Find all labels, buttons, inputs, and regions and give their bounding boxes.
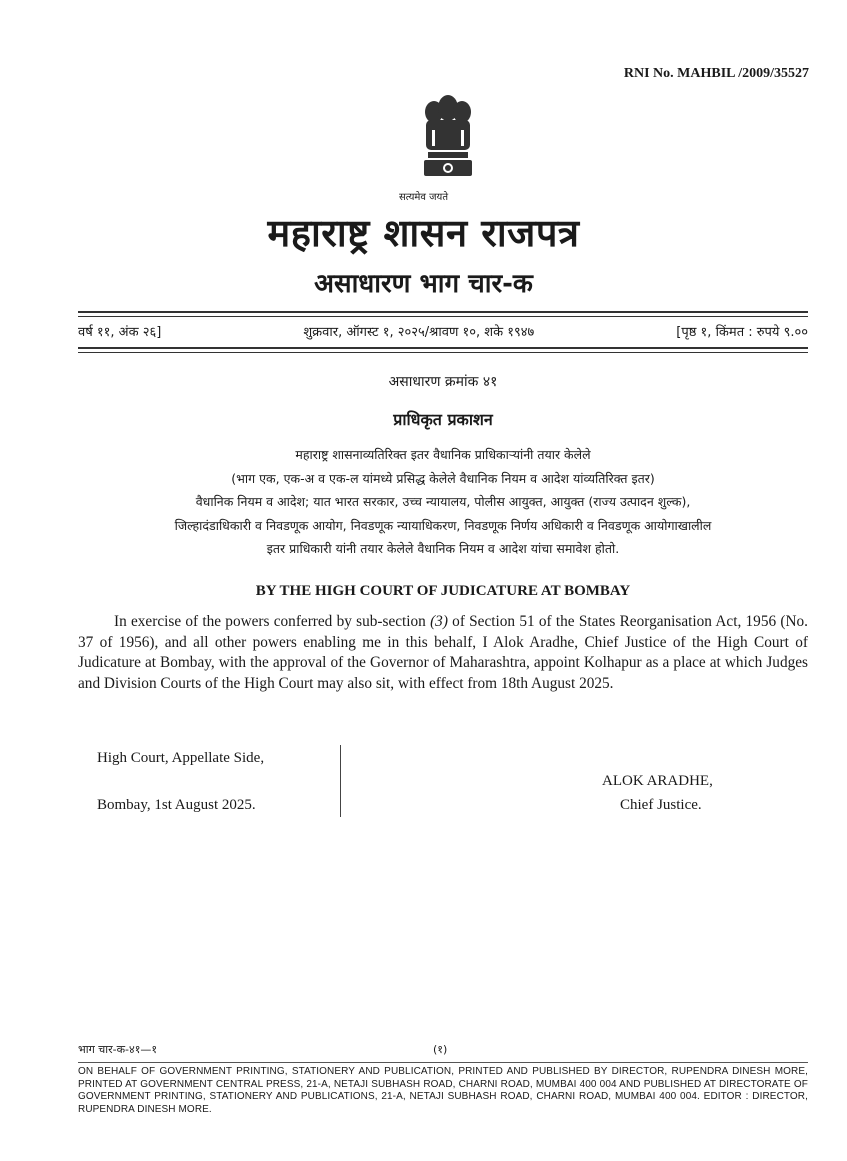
page-price: [पृष्ठ १, किंमत : रुपये ९.०० bbox=[676, 325, 808, 340]
signatory-name: ALOK ARADHE, bbox=[602, 773, 713, 789]
description-block bbox=[60, 443, 826, 561]
body-text: of Section 51 of the States Reorganisation Act, 1956 (No. 37 of 1956), and all other powers enabling me in this behalf, I Alok Aradhe, Chief Justice of the High Court of Judicature at Bombay, with the approval of the Governor of Maharashtra, appoint Kolhapur as a place at which Judges and Division Courts of the High Court may also sit, with effect from 18th August 2025. bbox=[78, 613, 808, 692]
body-italic: (3) bbox=[430, 613, 448, 630]
issue-line bbox=[78, 322, 808, 340]
description-line: (भाग एक, एक-अ व एक-ल यांमध्ये प्रसिद्ध केलेले वैधानिक नियम व आदेश यांव्यतिरिक्त इतर) bbox=[231, 470, 655, 486]
gazette-title: महाराष्ट्र शासन राजपत्र bbox=[267, 211, 580, 255]
signatory-designation: Chief Justice. bbox=[620, 797, 702, 813]
body-text: In exercise of the powers conferred by sub-section bbox=[114, 613, 431, 630]
place: High Court, Appellate Side, bbox=[97, 750, 265, 766]
description-line: जिल्हादंडाधिकारी व निवडणूक आयोग, निवडणूक न्यायाधिकरण, निवडणूक निर्णय अधिकारी व निवडणूक आयोगाखालील bbox=[174, 517, 712, 533]
volume-number: वर्ष ११, अंक २६] bbox=[78, 325, 162, 340]
part-reference: भाग चार-क-४१—१ bbox=[78, 1043, 158, 1056]
gazette-subtitle: असाधारण भाग चार-क bbox=[314, 269, 533, 299]
signature-divider bbox=[340, 745, 341, 817]
footer-line bbox=[78, 1042, 808, 1057]
description-line: महाराष्ट्र शासनाव्यतिरिक्त इतर वैधानिक प्राधिकाऱ्यांनी तयार केलेले bbox=[295, 447, 591, 462]
notification-heading: BY THE HIGH COURT OF JUDICATURE AT BOMBAY bbox=[255, 583, 631, 599]
header-rule-top bbox=[78, 311, 808, 317]
national-emblem-icon bbox=[412, 94, 484, 192]
page-number: (१) bbox=[433, 1043, 448, 1056]
issue-date: शुक्रवार, ऑगस्ट १, २०२५/श्रावण १०, शके १९४७ bbox=[303, 325, 535, 340]
extraordinary-number: असाधारण क्रमांक ४१ bbox=[388, 374, 498, 390]
footer-rule bbox=[78, 1062, 808, 1063]
issue-place-date: Bombay, 1st August 2025. bbox=[97, 797, 256, 813]
notification-body bbox=[78, 612, 808, 694]
header-rule-bottom bbox=[78, 347, 808, 353]
emblem-motto: सत्यमेव जयते bbox=[398, 192, 449, 203]
description-line: इतर प्राधिकारी यांनी तयार केलेले वैधानिक नियम व आदेश यांचा समावेश होतो. bbox=[266, 541, 620, 556]
authorised-publication: प्राधिकृत प्रकाशन bbox=[393, 410, 493, 429]
imprint: ON BEHALF OF GOVERNMENT PRINTING, STATIONERY AND PUBLICATION, PRINTED AND PUBLISHED BY DIRECTOR, RUPENDRA DINESH MORE, PRINTED AT GOVERNMENT CENTRAL PRESS, 21-A, NETAJI SUBHASH ROAD, CHARNI ROAD, MUMBAI 400 004 AND PUBLISHED AT DIRECTORATE OF GOVERNMENT PRINTING, STATIONERY AND PUBLICATIONS, 21-A, NETAJI SUBHASH ROAD, CHARNI ROAD, MUMBAI 400 004. EDITOR : DIRECTOR, RUPENDRA DINESH MORE. bbox=[78, 1066, 808, 1115]
rni-number: RNI No. MAHBIL /2009/35527 bbox=[623, 66, 809, 81]
description-line: वैधानिक नियम व आदेश; यात भारत सरकार, उच्च न्यायालय, पोलीस आयुक्त, आयुक्त (राज्य उत्पादन शुल्क), bbox=[195, 494, 691, 509]
